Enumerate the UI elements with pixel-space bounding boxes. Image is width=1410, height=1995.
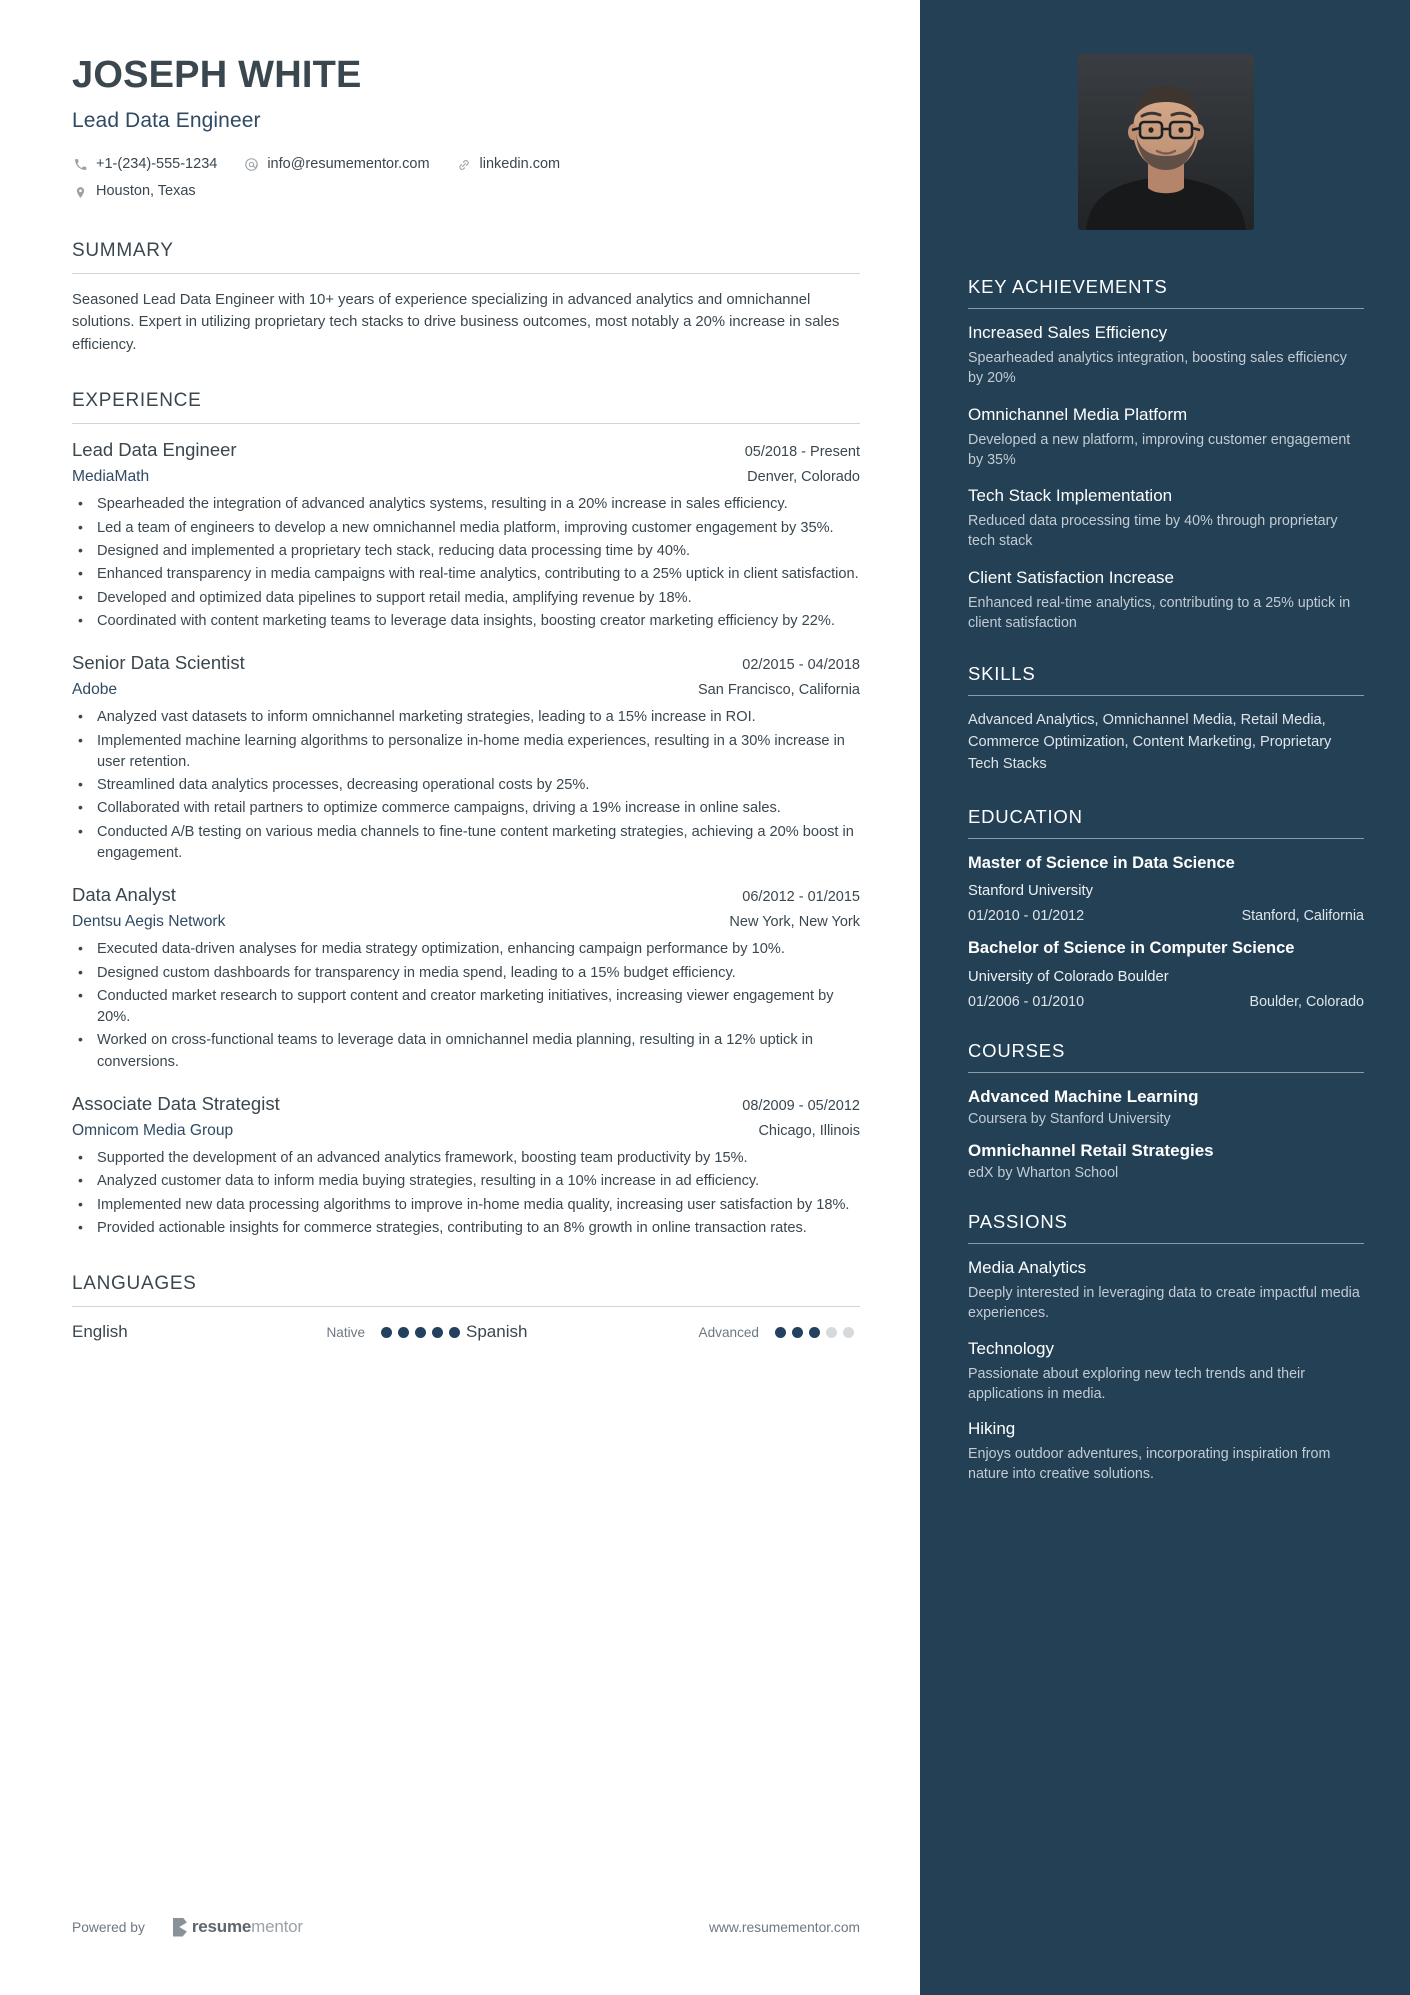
experience-entry xyxy=(72,1093,860,1239)
footer xyxy=(72,1917,860,1937)
experience-entry xyxy=(72,884,860,1073)
experience-bullet: • Implemented machine learning algorithms to personalize in-home media experiences, resulting in a 30% increase in user retention. xyxy=(72,731,860,774)
link-icon xyxy=(456,156,473,173)
experience-entry xyxy=(72,439,860,632)
education-item xyxy=(968,853,1364,924)
experience-bullets xyxy=(72,494,860,632)
experience-bullet: • Analyzed customer data to inform media buying strategies, resulting in a 10% increase in ad efficiency. xyxy=(72,1171,860,1192)
rating-dot xyxy=(398,1327,409,1338)
language-name: Spanish xyxy=(466,1322,528,1342)
experience-entry-head xyxy=(72,884,860,906)
experience-bullets xyxy=(72,707,860,864)
avatar-wrap xyxy=(968,54,1364,230)
experience-bullet: • Streamlined data analytics processes, decreasing operational costs by 25%. xyxy=(72,775,860,796)
location-icon xyxy=(72,184,89,201)
experience-company: Dentsu Aegis Network xyxy=(72,913,226,931)
achievement-item xyxy=(968,405,1364,471)
experience-role: Lead Data Engineer xyxy=(72,439,237,461)
contact-link[interactable] xyxy=(456,151,561,179)
achievement-desc: Enhanced real-time analytics, contributing to a 25% uptick in client satisfaction xyxy=(968,594,1351,632)
experience-bullet: • Spearheaded the integration of advanced analytics systems, resulting in a 20% increase in sales efficiency. xyxy=(72,494,860,515)
experience-location: Chicago, Illinois xyxy=(758,1123,860,1140)
contact-location-text: Houston, Texas xyxy=(96,183,196,200)
experience-role: Senior Data Scientist xyxy=(72,652,245,674)
education-location: Stanford, California xyxy=(1241,908,1364,925)
education-degree: Master of Science in Data Science xyxy=(968,854,1235,873)
skills-section xyxy=(968,663,1364,776)
resumementor-logo xyxy=(173,1917,303,1937)
experience-entry-sub xyxy=(72,1122,860,1140)
language-rating-dots xyxy=(381,1327,466,1338)
experience-bullet: • Coordinated with content marketing teams to leverage data insights, boosting creator marketing efficiency by 22%. xyxy=(72,611,860,632)
passion-desc: Passionate about exploring new tech trends and their applications in media. xyxy=(968,1365,1305,1402)
experience-bullets xyxy=(72,1148,860,1239)
education-school: Stanford University xyxy=(968,883,1094,900)
experience-section-title: EXPERIENCE xyxy=(72,390,860,424)
achievements-title: KEY ACHIEVEMENTS xyxy=(968,276,1364,309)
course-provider: Coursera by Stanford University xyxy=(968,1110,1171,1127)
contact-email[interactable] xyxy=(243,151,429,179)
rating-dot xyxy=(775,1327,786,1338)
passions-list xyxy=(968,1258,1364,1485)
experience-bullet: • Executed data-driven analyses for media strategy optimization, enhancing campaign performance by 10%. xyxy=(72,939,860,960)
contact-location xyxy=(72,178,196,206)
passion-item xyxy=(968,1339,1364,1405)
achievements-section xyxy=(968,276,1364,633)
email-icon xyxy=(243,156,260,173)
passion-name: Technology xyxy=(968,1338,1055,1358)
passion-desc: Deeply interested in leveraging data to create impactful media experiences. xyxy=(968,1284,1360,1322)
language-item xyxy=(466,1322,860,1342)
language-item xyxy=(72,1322,466,1342)
experience-company: Omnicom Media Group xyxy=(72,1122,234,1140)
experience-dates: 06/2012 - 01/2015 xyxy=(742,889,860,906)
courses-section xyxy=(968,1040,1364,1181)
passions-section xyxy=(968,1211,1364,1485)
experience-bullet: • Designed and implemented a proprietary tech stack, reducing data processing time by 40%. xyxy=(72,541,860,562)
course-name: Omnichannel Retail Strategies xyxy=(968,1140,1214,1160)
brand-light: mentor xyxy=(251,1917,303,1936)
achievement-desc: Spearheaded analytics integration, boosting sales efficiency by 20% xyxy=(968,350,1347,387)
languages-row xyxy=(72,1322,860,1342)
experience-company: MediaMath xyxy=(72,468,150,486)
education-location: Boulder, Colorado xyxy=(1249,993,1364,1010)
rating-dot xyxy=(432,1327,443,1338)
passion-item xyxy=(968,1419,1364,1485)
footer-website[interactable]: www.resumementor.com xyxy=(708,1919,860,1935)
rating-dot xyxy=(449,1327,460,1338)
rating-dot xyxy=(809,1327,820,1338)
rating-dot xyxy=(826,1327,837,1338)
education-dates: 01/2006 - 01/2010 xyxy=(968,993,1085,1010)
achievement-item xyxy=(968,323,1364,389)
education-dates: 01/2010 - 01/2012 xyxy=(968,908,1085,925)
achievement-title: Increased Sales Efficiency xyxy=(968,323,1168,342)
summary-section-title: SUMMARY xyxy=(72,240,860,274)
education-section xyxy=(968,806,1364,1010)
contact-phone[interactable] xyxy=(72,151,217,179)
experience-section xyxy=(72,390,860,1239)
experience-bullet: • Led a team of engineers to develop a new omnichannel media platform, improving customer engagement by 35%. xyxy=(72,518,860,539)
experience-role: Data Analyst xyxy=(72,884,176,906)
rating-dot xyxy=(415,1327,426,1338)
experience-dates: 02/2015 - 04/2018 xyxy=(742,657,860,674)
experience-location: Denver, Colorado xyxy=(747,469,860,486)
achievement-desc: Reduced data processing time by 40% through proprietary tech stack xyxy=(968,513,1338,550)
achievement-item xyxy=(968,486,1364,552)
experience-bullet: • Provided actionable insights for commerce strategies, contributing to an 8% growth in online transaction rates. xyxy=(72,1218,860,1239)
rating-dot xyxy=(792,1327,803,1338)
experience-entry xyxy=(72,652,860,864)
experience-dates: 05/2018 - Present xyxy=(744,444,860,461)
contact-link-text: linkedin.com xyxy=(479,155,561,172)
rating-dot xyxy=(843,1327,854,1338)
experience-bullet: • Worked on cross-functional teams to leverage data in omnichannel media planning, resulting in a 12% uptick in conversions. xyxy=(72,1030,860,1073)
education-item xyxy=(968,938,1364,1009)
resumementor-mark-icon xyxy=(173,1918,187,1937)
sidebar xyxy=(920,0,1410,1995)
experience-bullet: • Conducted A/B testing on various media channels to fine-tune content marketing strategies, achieving a 20% boost in engagement. xyxy=(72,822,860,865)
avatar xyxy=(1078,54,1254,230)
experience-bullet: • Analyzed vast datasets to inform omnichannel marketing strategies, leading to a 15% increase in ROI. xyxy=(72,707,860,728)
experience-bullet: • Implemented new data processing algorithms to improve in-home media quality, increasing user satisfaction by 18%. xyxy=(72,1195,860,1216)
achievement-title: Omnichannel Media Platform xyxy=(968,404,1188,424)
skills-title: SKILLS xyxy=(968,663,1364,696)
experience-bullet: • Conducted market research to support content and creator marketing initiatives, increasing viewer engagement by 20%. xyxy=(72,986,860,1029)
achievement-title: Client Satisfaction Increase xyxy=(968,567,1174,587)
experience-entry-head xyxy=(72,439,860,461)
experience-dates: 08/2009 - 05/2012 xyxy=(742,1098,860,1115)
skills-text: Advanced Analytics, Omnichannel Media, Retail Media, Commerce Optimization, Content Marketing, Proprietary Tech Stacks xyxy=(968,712,1332,773)
passions-title: PASSIONS xyxy=(968,1211,1364,1244)
avatar-photo-icon xyxy=(1078,54,1254,230)
achievements-list xyxy=(968,323,1364,633)
education-school: University of Colorado Boulder xyxy=(968,968,1169,985)
contact-email-text: info@resumementor.com xyxy=(267,155,430,172)
experience-bullet: • Collaborated with retail partners to optimize commerce campaigns, driving a 19% increase in online sales. xyxy=(72,798,860,819)
achievement-item xyxy=(968,568,1364,634)
courses-list xyxy=(968,1087,1364,1181)
rating-dot xyxy=(381,1327,392,1338)
experience-company: Adobe xyxy=(72,681,118,699)
passion-desc: Enjoys outdoor adventures, incorporating inspiration from nature into creative solutions. xyxy=(968,1446,1331,1483)
contact-phone-text: +1-(234)-555-1234 xyxy=(96,155,218,172)
experience-entry-sub xyxy=(72,468,860,486)
education-meta xyxy=(968,908,1364,924)
language-level: Advanced xyxy=(698,1324,759,1340)
course-item xyxy=(968,1141,1364,1181)
experience-bullet: • Developed and optimized data pipelines to support retail media, amplifying revenue by 18%. xyxy=(72,588,860,609)
passion-name: Hiking xyxy=(968,1419,1016,1439)
experience-entry-sub xyxy=(72,913,860,931)
experience-role: Associate Data Strategist xyxy=(72,1093,280,1115)
education-list xyxy=(968,853,1364,1010)
experience-bullets xyxy=(72,939,860,1073)
course-provider: edX by Wharton School xyxy=(968,1164,1119,1181)
language-rating-dots xyxy=(775,1327,860,1338)
page-title: JOSEPH WHITE xyxy=(72,54,362,96)
courses-title: COURSES xyxy=(968,1040,1364,1073)
experience-location: New York, New York xyxy=(729,914,860,931)
course-item xyxy=(968,1087,1364,1127)
language-level: Native xyxy=(326,1324,365,1340)
experience-entry-sub xyxy=(72,681,860,699)
passion-name: Media Analytics xyxy=(968,1257,1087,1277)
experience-bullet: • Supported the development of an advanced analytics framework, boosting team productivity by 15%. xyxy=(72,1148,860,1169)
experience-list xyxy=(72,439,860,1239)
education-meta xyxy=(968,994,1364,1010)
achievement-desc: Developed a new platform, improving customer engagement by 35% xyxy=(968,431,1351,468)
languages-section xyxy=(72,1273,860,1342)
phone-icon xyxy=(72,156,89,173)
education-degree: Bachelor of Science in Computer Science xyxy=(968,939,1295,958)
language-name: English xyxy=(72,1322,128,1342)
languages-section-title: LANGUAGES xyxy=(72,1273,860,1307)
summary-section xyxy=(72,240,860,356)
powered-by-label: Powered by xyxy=(72,1919,145,1935)
brand-bold: resume xyxy=(191,1917,252,1936)
experience-location: San Francisco, California xyxy=(698,682,860,699)
experience-bullet: • Designed custom dashboards for transparency in media spend, leading to a 15% budget efficiency. xyxy=(72,963,860,984)
powered-by xyxy=(72,1917,303,1937)
contact-row xyxy=(72,151,860,206)
experience-entry-head xyxy=(72,652,860,674)
education-title: EDUCATION xyxy=(968,806,1364,839)
course-name: Advanced Machine Learning xyxy=(968,1086,1199,1106)
summary-text: Seasoned Lead Data Engineer with 10+ years of experience specializing in advanced analytics and omnichannel solutions. Expert in utilizing proprietary tech stacks to drive business outcomes, most notably a 20% increase in sales efficiency. xyxy=(72,291,840,353)
passion-item xyxy=(968,1258,1364,1324)
experience-entry-head xyxy=(72,1093,860,1115)
experience-bullet: • Enhanced transparency in media campaigns with real-time analytics, contributing to a 25% uptick in client satisfaction. xyxy=(72,564,860,585)
job-title: Lead Data Engineer xyxy=(72,108,261,132)
achievement-title: Tech Stack Implementation xyxy=(968,486,1173,506)
